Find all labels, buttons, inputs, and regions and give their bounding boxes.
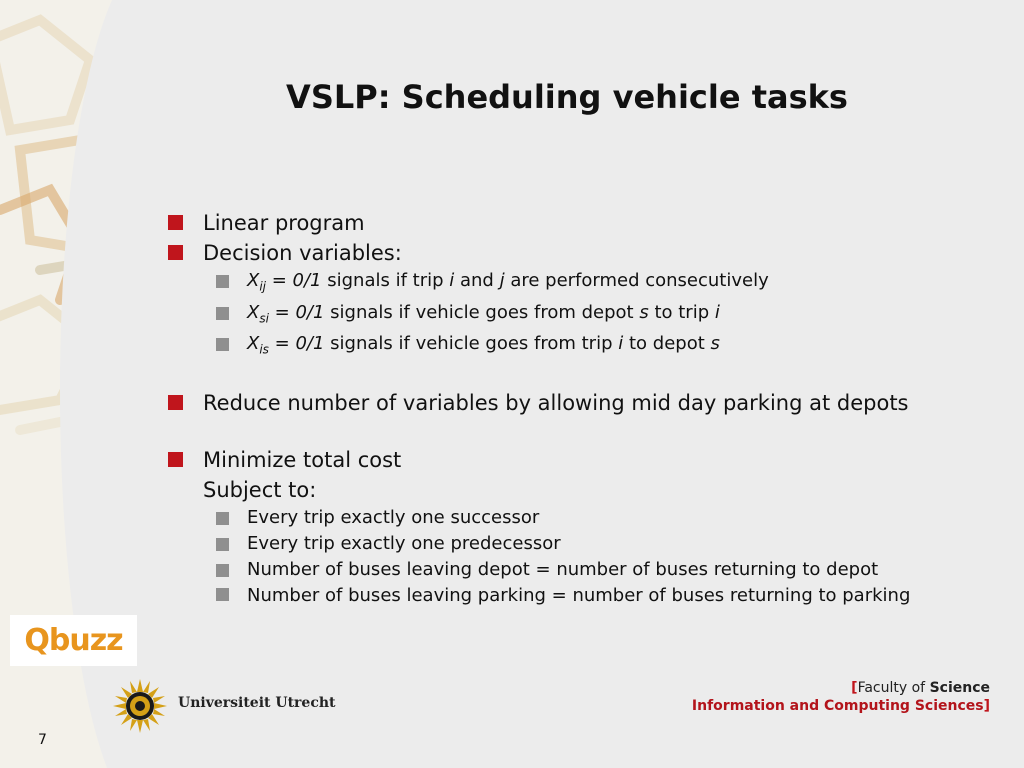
gray-square-bullet-icon: [216, 275, 229, 288]
constraint-parking-balance: Number of buses leaving parking = number of buses returning to parking: [166, 583, 1006, 607]
faculty-label: [692, 679, 990, 715]
university-name: Universiteit Utrecht: [178, 695, 336, 711]
constraint-predecessor: Every trip exactly one predecessor: [166, 531, 1006, 557]
bullet-minimize-cost: Minimize total cost: [166, 445, 1006, 475]
red-square-bullet-icon: [168, 395, 183, 410]
bullet-linear-program: Linear program: [166, 208, 1006, 238]
gray-square-bullet-icon: [216, 538, 229, 551]
slide-content: [166, 208, 1006, 607]
gray-square-bullet-icon: [216, 307, 229, 320]
red-square-bullet-icon: [168, 245, 183, 260]
bullet-reduce-variables: Reduce number of variables by allowing mid day parking at depots: [166, 388, 1006, 418]
department-line: Information and Computing Sciences]: [691, 698, 990, 714]
subbullet-var-xsi: $X_{si} = 0/1$ signals if vehicle goes from depot s to trip i: [166, 300, 1006, 332]
bullet-decision-variables: Decision variables:: [166, 238, 1006, 268]
red-square-bullet-icon: [168, 215, 183, 230]
page-number: 7: [38, 732, 47, 748]
gray-square-bullet-icon: [216, 588, 229, 601]
subject-to-label: Subject to:: [203, 477, 317, 502]
slide-title: VSLP: Scheduling vehicle tasks: [286, 78, 848, 116]
subbullet-var-xis: $X_{is} = 0/1$ signals if vehicle goes from trip i to depot s: [166, 331, 1006, 363]
red-square-bullet-icon: [168, 452, 183, 467]
university-seal-icon: [112, 678, 168, 734]
constraint-depot-balance: Number of buses leaving depot = number of buses returning to depot: [166, 557, 1006, 583]
constraint-successor: Every trip exactly one successor: [166, 505, 1006, 531]
subbullet-var-xij: $X_{ij} = 0/1$ signals if trip i and j are performed consecutively: [166, 268, 1006, 300]
gray-square-bullet-icon: [216, 512, 229, 525]
gray-square-bullet-icon: [216, 564, 229, 577]
faculty-line: [Faculty of Science: [851, 680, 990, 696]
qbuzz-logo: Qbuzz: [10, 615, 137, 666]
gray-square-bullet-icon: [216, 338, 229, 351]
